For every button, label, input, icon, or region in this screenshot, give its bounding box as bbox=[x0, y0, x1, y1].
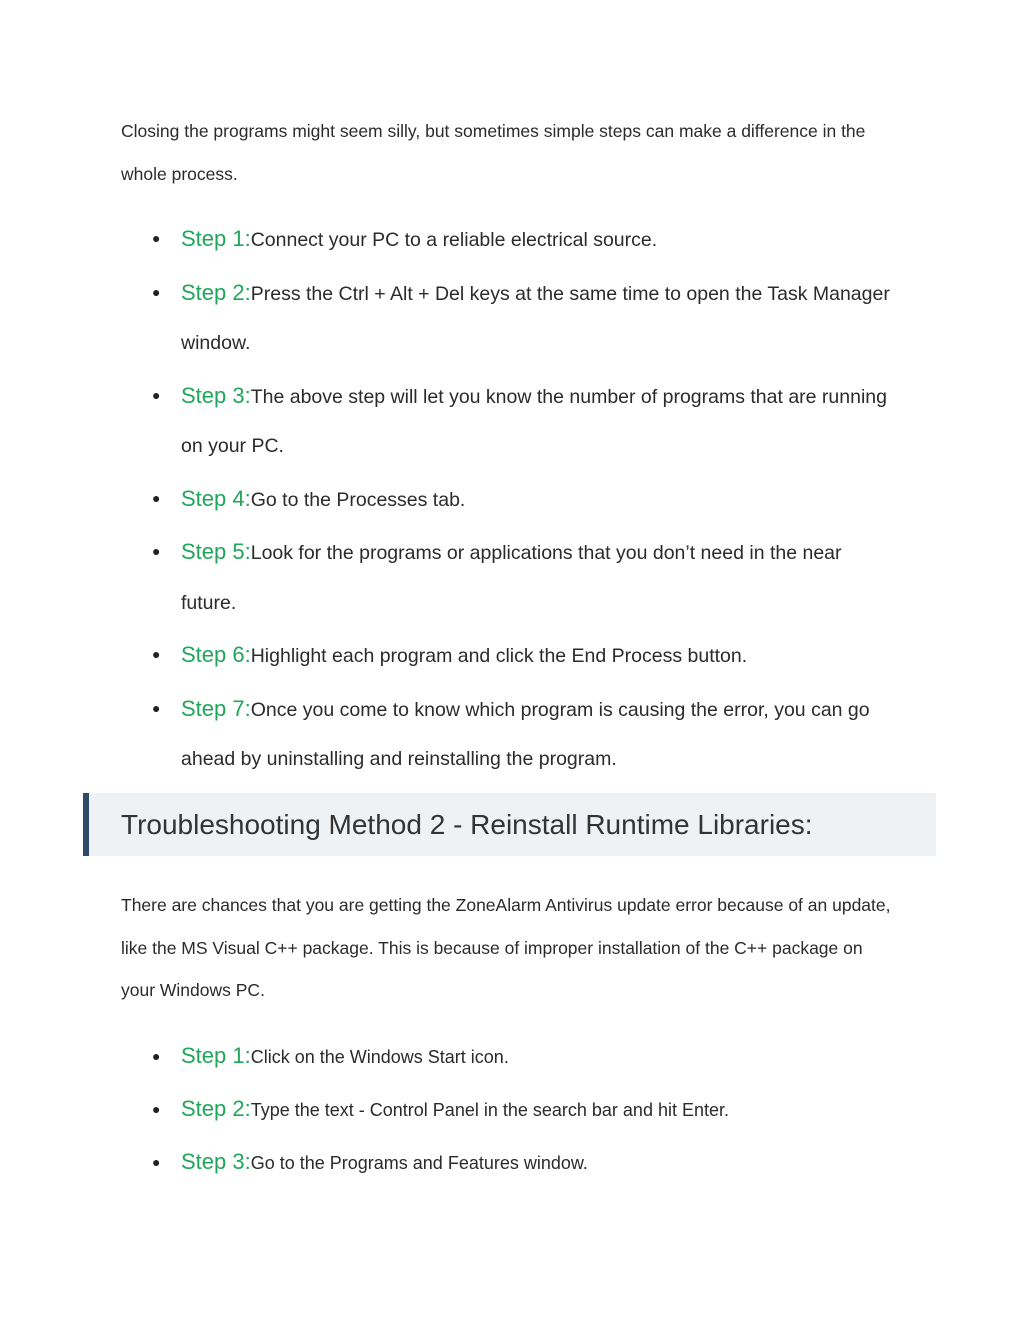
list-item bbox=[0, 1137, 901, 1188]
list-item bbox=[0, 630, 901, 682]
list-item bbox=[0, 268, 901, 369]
bullet-icon: ● bbox=[152, 1101, 161, 1117]
bullet-icon: ● bbox=[152, 489, 161, 506]
list-item bbox=[0, 214, 901, 266]
step-label: Step 4: bbox=[181, 485, 251, 511]
section-heading: Troubleshooting Method 2 - Reinstall Runtime Libraries: bbox=[121, 809, 813, 840]
section-heading-box bbox=[83, 793, 936, 856]
list-item bbox=[0, 1084, 901, 1135]
step-text: Go to the Programs and Features window. bbox=[250, 1153, 588, 1173]
step-text: Press the Ctrl + Alt + Del keys at the same time to open the Task Manager window. bbox=[181, 282, 890, 354]
intro-paragraph: Closing the programs might seem silly, but sometimes simple steps can make a difference in the whole process. bbox=[121, 121, 866, 184]
bullet-icon: ● bbox=[152, 699, 161, 716]
step-text: Highlight each program and click the End Process button. bbox=[250, 645, 748, 667]
list-item bbox=[0, 684, 901, 785]
list-item bbox=[0, 527, 901, 628]
bullet-icon: ● bbox=[152, 230, 161, 246]
step-text: Click on the Windows Start icon. bbox=[250, 1047, 509, 1067]
bullet-icon: ● bbox=[152, 1154, 161, 1170]
heading-accent-bar bbox=[83, 793, 89, 856]
bullet-icon: ● bbox=[152, 543, 161, 559]
step-label: Step 1: bbox=[181, 226, 251, 251]
bullet-icon: ● bbox=[152, 386, 161, 403]
step-label: Step 6: bbox=[181, 642, 251, 667]
step-label: Step 5: bbox=[181, 539, 251, 564]
steps-list-method-1 bbox=[0, 214, 1024, 787]
steps-list-method-2 bbox=[0, 1031, 1024, 1190]
list-item bbox=[0, 371, 901, 472]
step-text: The above step will let you know the number of programs that are running on your PC. bbox=[181, 385, 887, 457]
step-label: Step 2: bbox=[181, 1096, 251, 1121]
step-text: Connect your PC to a reliable electrical source. bbox=[250, 229, 658, 251]
step-text: Go to the Processes tab. bbox=[250, 488, 466, 511]
list-item bbox=[0, 1031, 901, 1082]
step-text: Look for the programs or applications that you don’t need in the near future. bbox=[181, 542, 842, 614]
step-label: Step 3: bbox=[181, 382, 251, 408]
step-text: Type the text - Control Panel in the search bar and hit Enter. bbox=[250, 1100, 729, 1120]
bullet-icon: ● bbox=[152, 1048, 161, 1064]
list-item bbox=[0, 474, 901, 526]
bullet-icon: ● bbox=[152, 646, 161, 662]
section-intro-paragraph: There are chances that you are getting the ZoneAlarm Antivirus update error because of an update, like the MS Visual C++ package. This is because of improper installation of the C++ package on your Windows PC. bbox=[121, 895, 891, 1000]
step-label: Step 1: bbox=[181, 1043, 251, 1068]
step-label: Step 7: bbox=[181, 695, 251, 721]
bullet-icon: ● bbox=[152, 283, 161, 300]
step-label: Step 3: bbox=[181, 1149, 251, 1174]
step-label: Step 2: bbox=[181, 279, 251, 305]
step-text: Once you come to know which program is causing the error, you can go ahead by uninstalling and reinstalling the program. bbox=[181, 698, 870, 770]
